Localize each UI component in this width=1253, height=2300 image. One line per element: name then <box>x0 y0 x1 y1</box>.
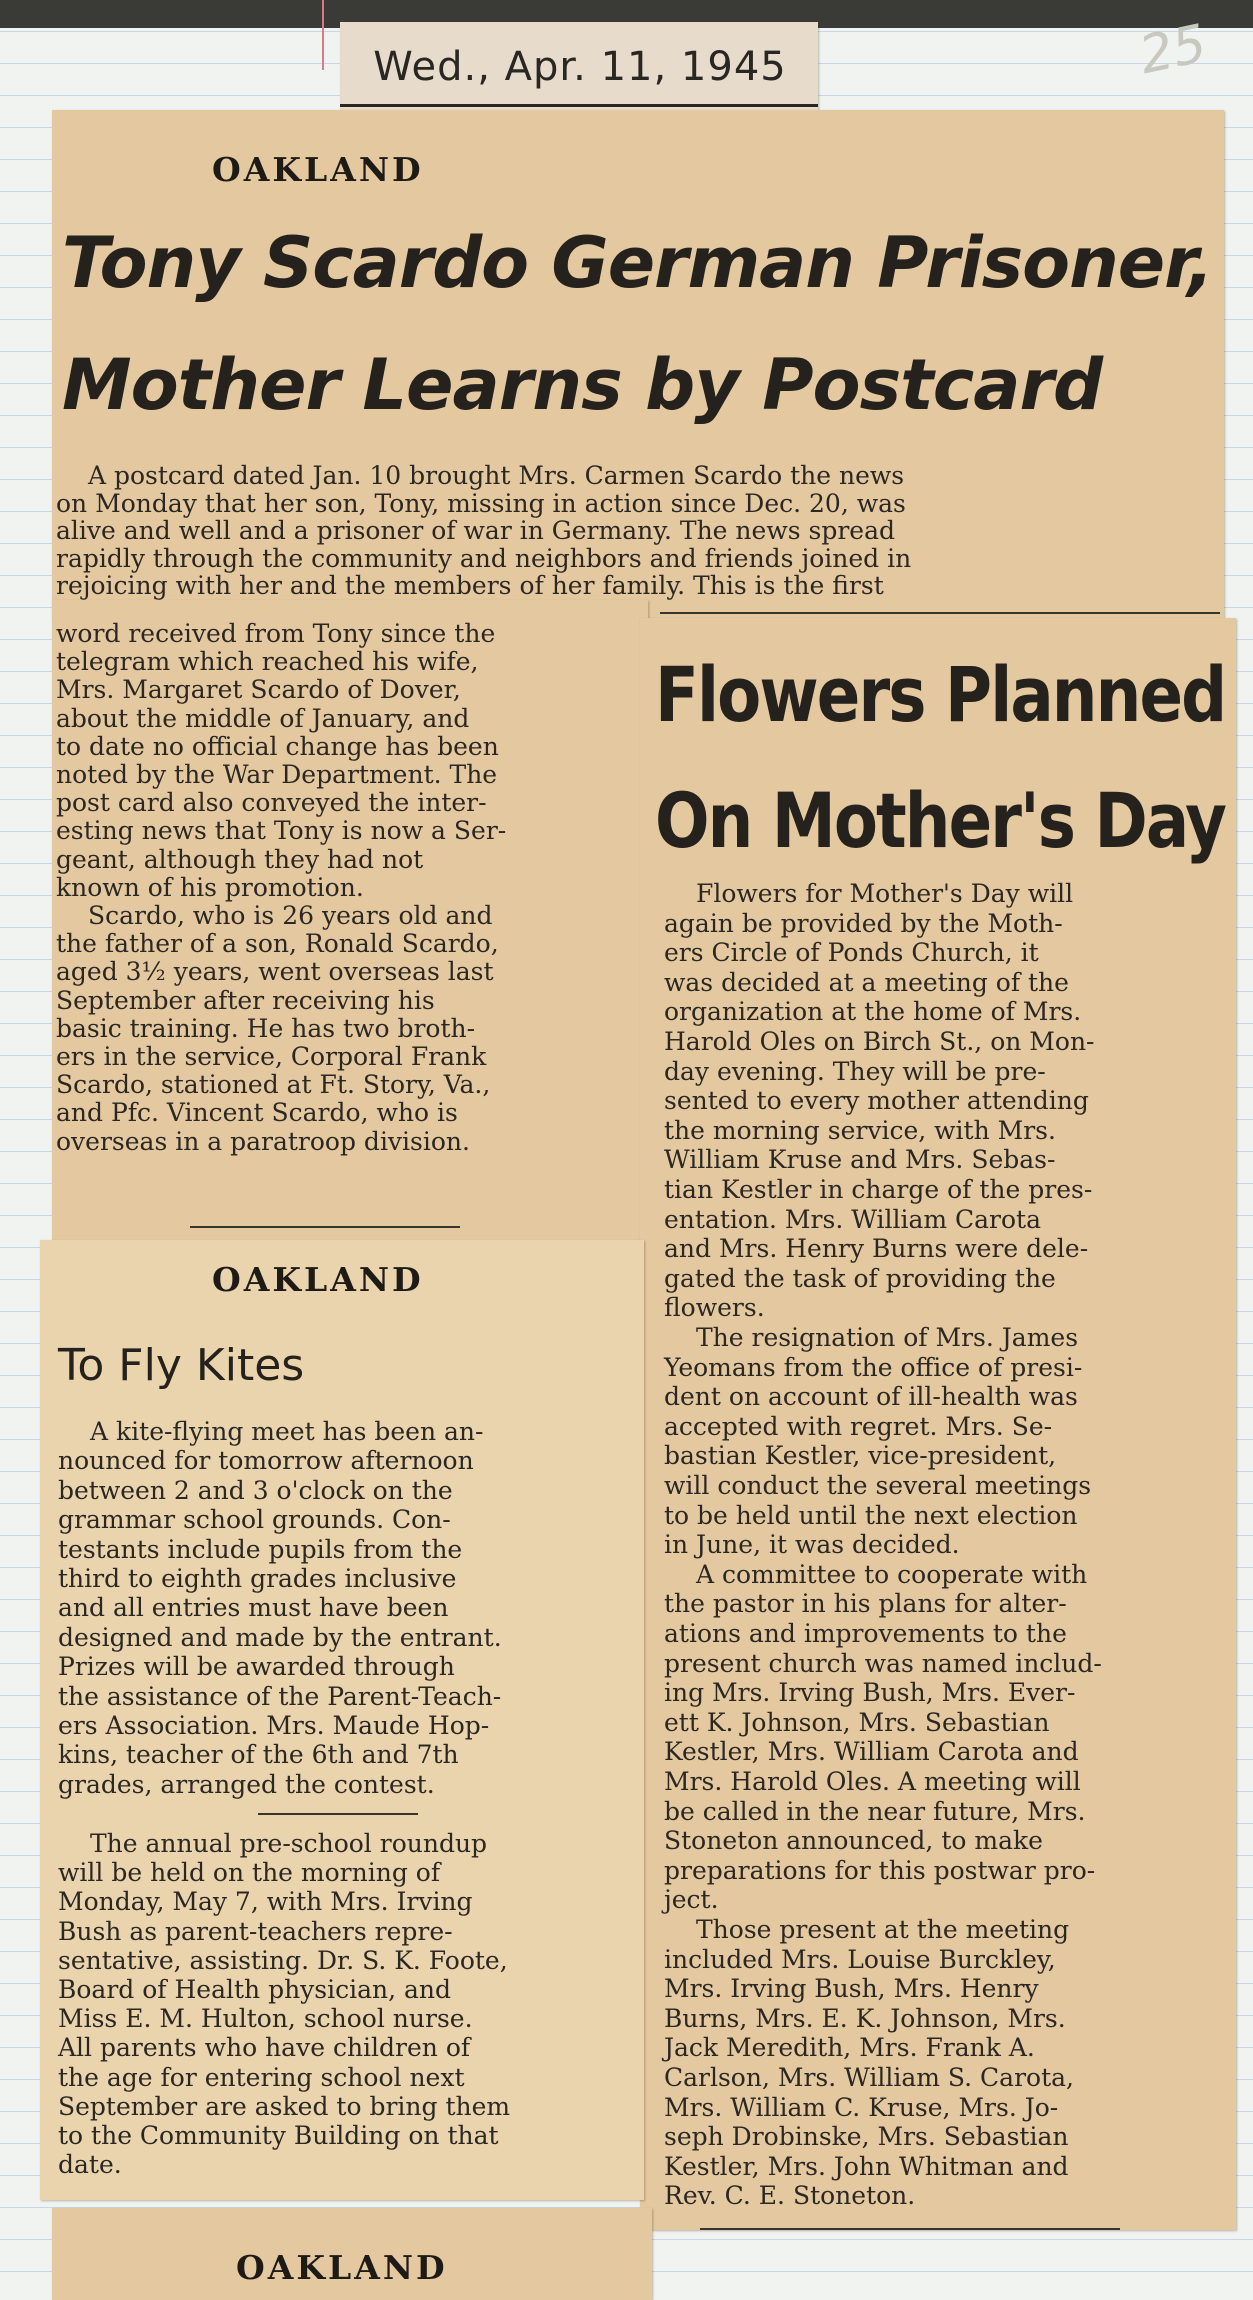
article3-line: designed and made by the entrant. <box>58 1622 502 1652</box>
article2-line: Kestler, Mrs. William Carota and <box>664 1737 1079 1767</box>
article2-line: William Kruse and Mrs. Sebas- <box>664 1145 1056 1175</box>
article3-divider <box>258 1813 418 1815</box>
article3-line: and all entries must have been <box>58 1593 449 1623</box>
article2-line: Stoneton announced, to make <box>664 1826 1043 1856</box>
article2-headline: On Mother's Day <box>655 776 1226 865</box>
article3-line: will be held on the morning of <box>58 1858 441 1888</box>
article3-line: Board of Health physician, and <box>58 1975 452 2004</box>
article3-line: kins, teacher of the 6th and 7th <box>58 1740 459 1770</box>
article2-line: sented to every mother attending <box>664 1086 1089 1116</box>
article3-line: between 2 and 3 o'clock on the <box>58 1475 453 1505</box>
article1-line: alive and well and a prisoner of war in Germany. The news spread <box>56 516 895 545</box>
article2-line: Jack Meredith, Mrs. Frank A. <box>664 2033 1035 2063</box>
article2-line: the morning service, with Mrs. <box>664 1115 1056 1145</box>
date-rule <box>340 104 818 107</box>
article2-line: again be provided by the Moth- <box>664 908 1063 938</box>
article1-line: Scardo, stationed at Ft. Story, Va., <box>56 1070 491 1100</box>
article1-line: geant, although they had not <box>56 844 424 874</box>
article3-line: testants include pupils from the <box>58 1534 463 1564</box>
article3-line: grammar school grounds. Con- <box>58 1505 451 1535</box>
article1-line: about the middle of January, and <box>56 703 470 733</box>
article2-line: present church was named includ- <box>664 1648 1102 1678</box>
article3-line: date. <box>58 2150 122 2180</box>
article4-kicker: OAKLAND <box>236 2248 448 2287</box>
page-number-mark: 25 <box>1134 13 1212 87</box>
article2-line: dent on account of ill-health was <box>664 1382 1078 1412</box>
article2-line: gated the task of providing the <box>664 1263 1056 1293</box>
article1-headline: Tony Scardo German Prisoner, <box>62 222 1213 304</box>
article2-line: Harold Oles on Birch St., on Mon- <box>664 1027 1095 1056</box>
article1-line: post card also conveyed the inter- <box>56 788 487 818</box>
article3-line: The annual pre-school roundup <box>90 1829 488 1858</box>
article1-rule <box>660 612 1220 614</box>
article2-line: ing Mrs. Irving Bush, Mrs. Ever- <box>664 1678 1076 1708</box>
article1-headline: Mother Learns by Postcard <box>62 344 1103 426</box>
article2-line: Those present at the meeting <box>696 1915 1070 1944</box>
date-text: Wed., Apr. 11, 1945 <box>373 44 787 90</box>
article3-line: A kite-flying meet has been an- <box>90 1417 484 1446</box>
article1-line: and Pfc. Vincent Scardo, who is <box>56 1098 458 1128</box>
article2-line: ett K. Johnson, Mrs. Sebastian <box>664 1707 1050 1737</box>
article3-line: Monday, May 7, with Mrs. Irving <box>58 1887 473 1917</box>
article2-line: and Mrs. Henry Burns were dele- <box>664 1234 1089 1264</box>
article2-end-rule <box>700 2228 1120 2230</box>
article1-line: esting news that Tony is now a Ser- <box>56 816 507 846</box>
article3-line: the age for entering school next <box>58 2062 465 2092</box>
article2-line: preparations for this postwar pro- <box>664 1855 1096 1885</box>
article1-line: September after receiving his <box>56 985 435 1015</box>
date-clipping <box>340 22 818 120</box>
article2-line: ers Circle of Ponds Church, it <box>664 938 1039 968</box>
article2-line: will conduct the several meetings <box>664 1471 1092 1500</box>
article1-line: rapidly through the community and neighbors and friends joined in <box>56 543 912 573</box>
article1-line: basic training. He has two broth- <box>56 1013 476 1043</box>
article2-line: ject. <box>664 1885 719 1915</box>
article1-line: rejoicing with her and the members of her family. This is the first <box>56 571 884 600</box>
article3-line: All parents who have children of <box>58 2033 471 2063</box>
article1-line: ers in the service, Corporal Frank <box>56 1042 487 1071</box>
article1-line: Mrs. Margaret Scardo of Dover, <box>56 675 461 705</box>
article1-line: aged 3½ years, went overseas last <box>56 957 494 987</box>
article2-line: Kestler, Mrs. John Whitman and <box>664 2151 1069 2181</box>
article1-end-rule <box>190 1226 460 1228</box>
article2-line: be called in the near future, Mrs. <box>664 1796 1086 1826</box>
article2-line: seph Drobinske, Mrs. Sebastian <box>664 2122 1069 2152</box>
article3-line: Bush as parent-teachers repre- <box>58 1916 453 1946</box>
article1-line: telegram which reached his wife, <box>56 647 479 677</box>
article1-line: the father of a son, Ronald Scardo, <box>56 929 499 959</box>
article2-line: Rev. C. E. Stoneton. <box>664 2181 916 2211</box>
article2-headline: Flowers Planned <box>655 650 1226 739</box>
article3-headline: To Fly Kites <box>58 1340 305 1391</box>
article2-line: was decided at a meeting of the <box>664 967 1069 997</box>
article2-line: Mrs. Harold Oles. A meeting will <box>664 1767 1081 1796</box>
article1-kicker: OAKLAND <box>212 150 424 189</box>
article2-line: bastian Kestler, vice-president, <box>664 1441 1057 1471</box>
article3-kicker: OAKLAND <box>212 1260 424 1299</box>
article1-line: overseas in a paratroop division. <box>56 1126 470 1156</box>
article3-line: Miss E. M. Hulton, school nurse. <box>58 2004 473 2034</box>
article2-line: ations and improvements to the <box>664 1619 1067 1648</box>
article1-line: on Monday that her son, Tony, missing in action since Dec. 20, was <box>56 488 906 518</box>
article2-line: Carlson, Mrs. William S. Carota, <box>664 2063 1074 2092</box>
article2-line: flowers. <box>664 1293 765 1323</box>
article2-line: tian Kestler in charge of the pres- <box>664 1175 1093 1204</box>
article1-line: Scardo, who is 26 years old and <box>88 901 493 930</box>
article2-line: Yeomans from the office of presi- <box>664 1352 1083 1382</box>
article3-line: Prizes will be awarded through <box>58 1652 455 1682</box>
article2-line: to be held until the next election <box>664 1500 1078 1530</box>
article3-line: grades, arranged the contest. <box>58 1769 435 1799</box>
article3-line: the assistance of the Parent-Teach- <box>58 1681 502 1711</box>
article2-line: Mrs. Irving Bush, Mrs. Henry <box>664 1974 1039 2004</box>
article1-line: to date no official change has been <box>56 731 499 761</box>
article3-line: ers Association. Mrs. Maude Hop- <box>58 1711 490 1740</box>
article1-line: A postcard dated Jan. 10 brought Mrs. Carmen Scardo the news <box>88 461 905 490</box>
article2-line: in June, it was decided. <box>664 1530 960 1560</box>
article3-line: September are asked to bring them <box>58 2091 511 2121</box>
article3-line: to the Community Building on that <box>58 2121 499 2150</box>
article2-line: Mrs. William C. Kruse, Mrs. Jo- <box>664 2092 1059 2122</box>
article3-line: sentative, assisting. Dr. S. K. Foote, <box>58 1945 508 1975</box>
article2-line: A committee to cooperate with <box>696 1559 1088 1589</box>
article2-line: day evening. They will be pre- <box>664 1056 1046 1086</box>
article2-line: included Mrs. Louise Burckley, <box>664 1944 1056 1974</box>
article1-line: noted by the War Department. The <box>56 760 498 789</box>
article2-line: the pastor in his plans for alter- <box>664 1589 1067 1619</box>
article2-line: Burns, Mrs. E. K. Johnson, Mrs. <box>664 2003 1066 2033</box>
article2-line: Flowers for Mother's Day will <box>696 879 1074 908</box>
article1-line: word received from Tony since the <box>56 619 496 648</box>
article2-line: The resignation of Mrs. James <box>696 1323 1079 1352</box>
article3-line: nounced for tomorrow afternoon <box>58 1446 474 1476</box>
article1-line: known of his promotion. <box>56 872 364 902</box>
margin-line <box>322 0 324 70</box>
article2-line: accepted with regret. Mrs. Se- <box>664 1411 1053 1441</box>
article2-line: entation. Mrs. William Carota <box>664 1204 1041 1234</box>
article3-line: third to eighth grades inclusive <box>58 1564 457 1593</box>
article2-line: organization at the home of Mrs. <box>664 997 1082 1027</box>
